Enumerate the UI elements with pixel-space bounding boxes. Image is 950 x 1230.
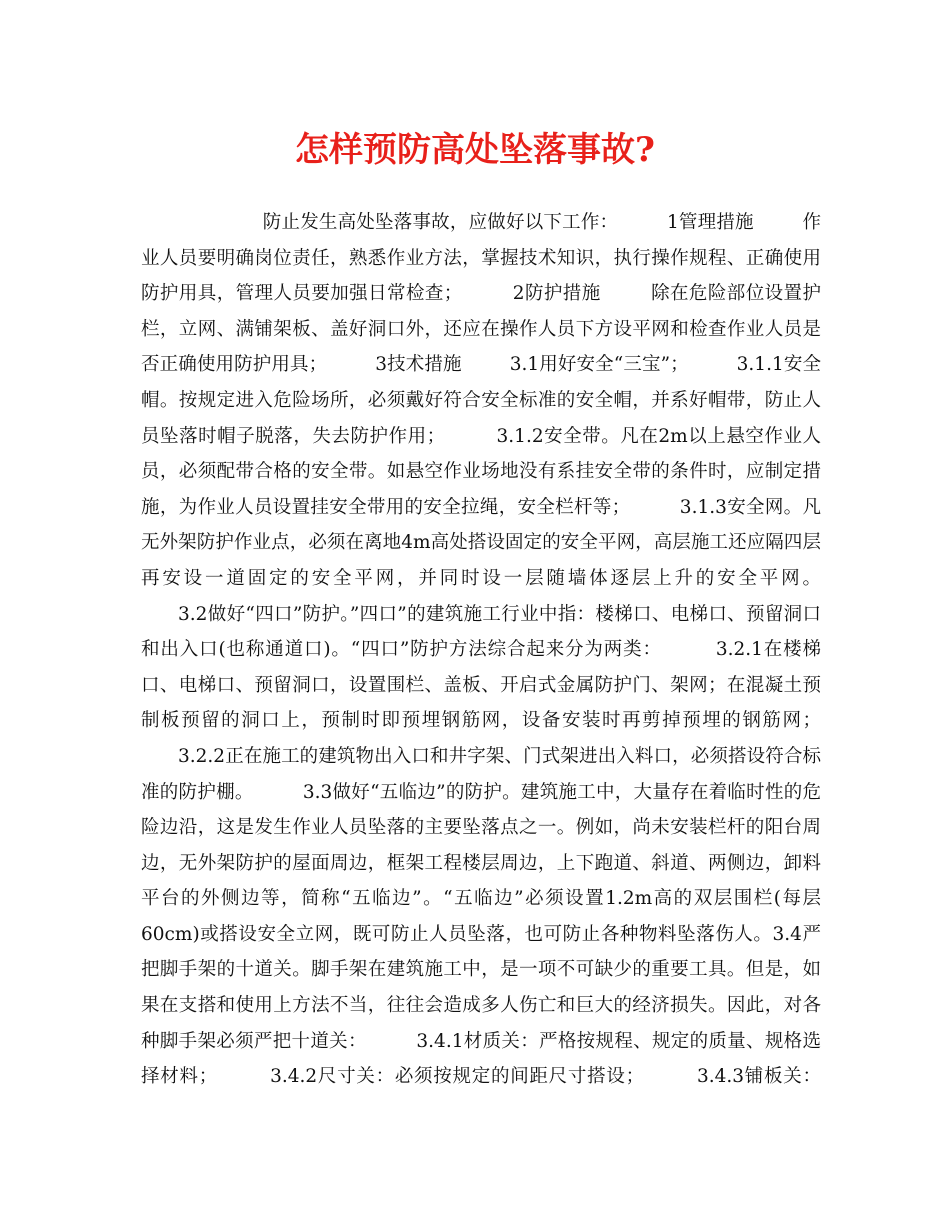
document-body xyxy=(141,205,821,1095)
paragraph-1: 防止发生高处坠落事故，应做好以下工作： 1管理措施 作业人员要明确岗位责任，熟悉作业方法，掌握技术知识，执行操作规程、正确使用防护用具，管理人员要加强日常检查； 2防护措施 除在危险部位设置护栏，立网、满铺架板、盖好洞口外，还应在操作人员下方设平网和检查作业人员是否正确使用防护用具； 3技术措施 3.1用好安全“三宝”； 3.1.1安全帽。按规定进入危险场所，必须戴好符合安全标准的安全帽，并系好帽带，防止人员坠落时帽子脱落，失去防护作用； 3.1.2安全带。凡在2m以上悬空作业人员，必须配带合格的安全带。如悬空作业场地没有系挂安全带的条件时，应制定措施，为作业人员设置挂安全带用的安全拉绳，安全栏杆等； 3.1.3安全网。凡无外架防护作业点，必须在离地4m高处搭设固定的安全平网，高层施工还应隔四层再安设一道固定的安全平网，并同时设一层随墙体逐层上升的安全平网。 xyxy=(141,212,821,589)
paragraph-3: 3.2.2正在施工的建筑物出入口和井字架、门式架进出入料口，必须搭设符合标准的防护棚。 3.3做好“五临边”的防护。建筑施工中，大量存在着临时性的危险边沿，这是发生作业人员坠落的主要坠落点之一。例如，尚未安装栏杆的阳台周边，无外架防护的屋面周边，框架工程楼层周边，上下跑道、斜道、两侧边，卸料平台的外侧边等，简称“五临边”。“五临边”必须设置1.2m高的双层围栏(每层60cm)或搭设安全立网，既可防止人员坠落，也可防止各种物料坠落伤人。3.4严把脚手架的十道关。脚手架在建筑施工中，是一项不可缺少的重要工具。但是，如果在支搭和使用上方法不当，往往会造成多人伤亡和巨大的经济损失。因此，对各种脚手架必须严把十道关： 3.4.1材质关：严格按规程、规定的质量、规格选择材料； 3.4.2尺寸关：必须按规定的间距尺寸搭设； 3.4.3铺板关： xyxy=(141,745,821,1088)
paragraph-2: 3.2做好“四口”防护。”四口”的建筑施工行业中指：楼梯口、电梯口、预留洞口和出入口(也称通道口)。“四口”防护方法综合起来分为两类： 3.2.1在楼梯口、电梯口、预留洞口，设置围栏、盖板、开启式金属防护门、架网；在混凝土预制板预留的洞口上，预制时即预埋钢筋网，设备安装时再剪掉预埋的钢筋网； xyxy=(141,603,821,732)
document-title: 怎样预防高处坠落事故? xyxy=(295,130,655,170)
